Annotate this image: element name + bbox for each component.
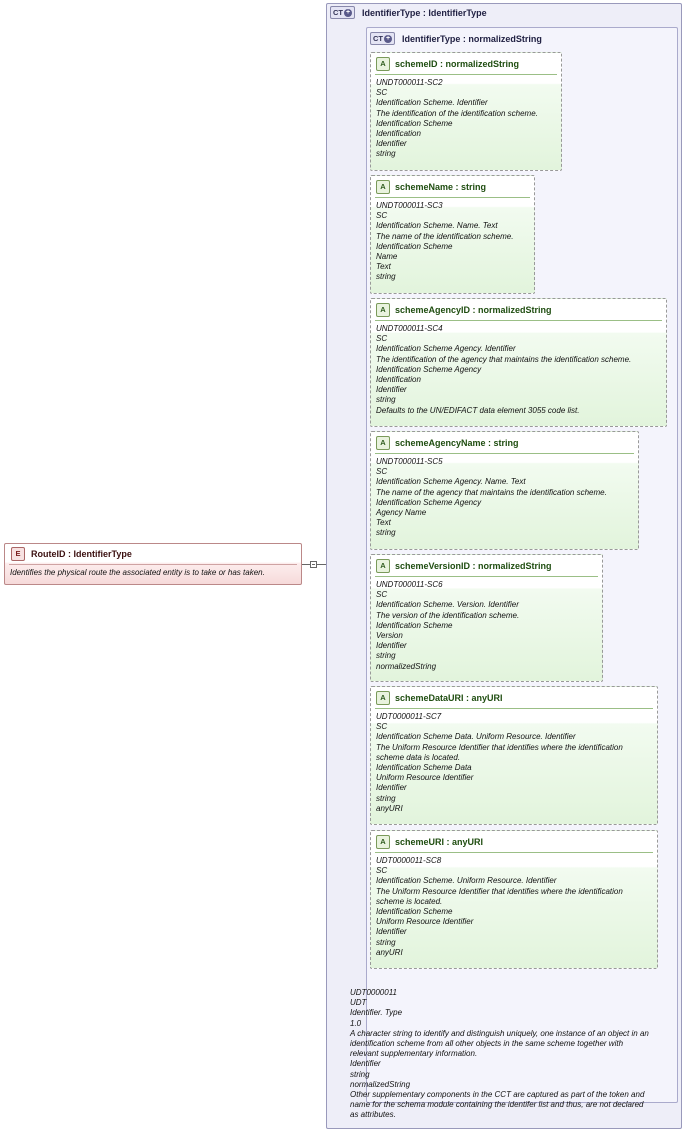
attribute-line: The Uniform Resource Identifier that identifies where the identification scheme is located. [376, 886, 623, 906]
documentation-line: UDT [350, 998, 367, 1008]
attribute-box-schemedatauri[interactable] [370, 686, 658, 825]
attribute-box-schemeid[interactable] [370, 52, 562, 171]
attribute-name: schemeName : string [395, 181, 487, 192]
documentation-line: 1.0 [350, 1018, 362, 1028]
documentation-line: Other supplementary components in the CCT are captured as part of the token and name for the schema module containing the identifer list and thus, are not declared as attributes. [350, 1090, 645, 1120]
attribute-line: The identification of the identification scheme. [376, 108, 538, 118]
complex-type-badge-inner[interactable] [370, 32, 395, 45]
attribute-header [371, 555, 602, 576]
attribute-line: normalizedString [376, 661, 437, 671]
ct-badge-label: CT [333, 8, 343, 17]
connector-expand-box[interactable] [310, 561, 317, 568]
attribute-line: UDT0000011-SC8 [376, 856, 442, 865]
attribute-name: schemeAgencyID : normalizedString [395, 304, 552, 315]
attribute-line: Identification Scheme Agency. Name. Text [376, 477, 526, 487]
attribute-box-schemeagencyid[interactable] [370, 298, 667, 427]
complex-type-title-outer: IdentifierType : IdentifierType [362, 8, 487, 18]
attribute-line: Version [376, 631, 403, 641]
attribute-line: Identification Scheme Agency [376, 497, 482, 507]
attribute-line: Identification Scheme [376, 118, 453, 128]
attribute-line: SC [376, 211, 388, 221]
attribute-line: Identification Scheme [376, 907, 453, 917]
attribute-box-schemeuri[interactable] [370, 830, 658, 969]
attribute-line: UNDT000011-SC6 [376, 580, 443, 589]
attribute-line: UNDT000011-SC5 [376, 457, 443, 466]
attribute-divider [375, 197, 530, 198]
connector-line-left [302, 564, 310, 565]
element-box-routeid[interactable] [4, 543, 302, 585]
attribute-line: The identification of the agency that maintains the identification scheme. [376, 354, 632, 364]
attribute-divider [375, 852, 653, 853]
attribute-header [371, 831, 657, 852]
attribute-line: Identification Scheme. Version. Identifier [376, 600, 519, 610]
attribute-line: Identification Scheme [376, 620, 453, 630]
attribute-line: UNDT000011-SC2 [376, 78, 443, 87]
attribute-line: string [376, 528, 396, 538]
attribute-details [371, 197, 534, 287]
attribute-divider [375, 320, 662, 321]
attribute-name: schemeDataURI : anyURI [395, 692, 503, 703]
attribute-line: anyURI [376, 947, 403, 957]
attribute-name: schemeID : normalizedString [395, 58, 520, 69]
attribute-line: Uniform Resource Identifier [376, 917, 474, 927]
attribute-line: UDT0000011-SC7 [376, 712, 442, 721]
attribute-line: string [376, 937, 396, 947]
attribute-line: Identification Scheme Agency. Identifier [376, 344, 516, 354]
attribute-line: UNDT000011-SC3 [376, 201, 443, 210]
attribute-line: Identifier [376, 783, 407, 793]
expand-icon-inner[interactable]: + [385, 34, 391, 42]
attribute-line: Identification Scheme. Uniform Resource. Identifier [376, 876, 557, 886]
type-documentation [350, 988, 650, 1121]
attribute-line: Identification [376, 129, 421, 139]
attribute-line: string [376, 272, 396, 282]
attribute-line: Identification Scheme Data. Uniform Resource. Identifier [376, 732, 576, 742]
attribute-line: Identifier [376, 927, 407, 937]
element-divider [9, 564, 297, 565]
documentation-line: Identifier [350, 1059, 381, 1069]
attribute-line: The name of the identification scheme. [376, 231, 514, 241]
attribute-badge-icon: A [376, 180, 390, 194]
attribute-header [371, 432, 638, 453]
attribute-line: string [376, 395, 396, 405]
attribute-line: anyURI [376, 803, 403, 813]
documentation-line: Identifier. Type [350, 1008, 403, 1018]
attribute-line: Text [376, 518, 391, 528]
documentation-line: string [350, 1069, 370, 1079]
attribute-line: Identification Scheme. Identifier [376, 98, 488, 108]
attribute-divider [375, 74, 557, 75]
attribute-line: Identification Scheme [376, 241, 453, 251]
attribute-line: string [376, 651, 396, 661]
attribute-line: Defaults to the UN/EDIFACT data element 3055 code list. [376, 405, 580, 415]
attribute-badge-icon: A [376, 57, 390, 71]
element-header [5, 544, 301, 564]
attribute-line: Identification Scheme Data [376, 763, 472, 773]
attribute-box-schemeagencyname[interactable] [370, 431, 639, 550]
ct-badge-label-inner: CT [373, 34, 383, 43]
attribute-line: Name [376, 252, 398, 262]
attribute-box-schemename[interactable] [370, 175, 535, 294]
attribute-badge-icon: A [376, 303, 390, 317]
attribute-box-schemeversionid[interactable] [370, 554, 603, 682]
attribute-line: Identification [376, 375, 421, 385]
attribute-line: Identifier [376, 641, 407, 651]
attribute-details [371, 453, 638, 543]
attribute-header [371, 687, 657, 708]
attribute-header [371, 299, 666, 320]
attribute-line: Uniform Resource Identifier [376, 773, 474, 783]
attribute-divider [375, 576, 598, 577]
element-name: RouteID : IdentifierType [31, 549, 132, 559]
attribute-line: Identifier [376, 385, 407, 395]
documentation-line: UDT0000011 [350, 988, 397, 997]
attribute-line: The version of the identification scheme. [376, 610, 520, 620]
attribute-divider [375, 708, 653, 709]
attribute-line: SC [376, 722, 388, 732]
element-badge-icon: E [11, 547, 25, 561]
attribute-name: schemeAgencyName : string [395, 437, 519, 448]
attribute-line: string [376, 149, 396, 159]
attribute-line: SC [376, 866, 388, 876]
attribute-badge-icon: A [376, 691, 390, 705]
attribute-line: Identifier [376, 139, 407, 149]
complex-type-badge-outer[interactable] [330, 6, 355, 19]
attribute-header [371, 176, 534, 197]
attribute-badge-icon: A [376, 559, 390, 573]
attribute-line: SC [376, 590, 388, 600]
attribute-details [371, 320, 666, 420]
attribute-details [371, 708, 657, 818]
attribute-line: Identification Scheme Agency [376, 364, 482, 374]
complex-type-title-inner: IdentifierType : normalizedString [402, 34, 542, 44]
attribute-line: Text [376, 262, 391, 272]
attribute-line: SC [376, 88, 388, 98]
element-documentation: Identifies the physical route the associated entity is to take or has taken. [10, 568, 265, 577]
attribute-details [371, 852, 657, 962]
expand-icon[interactable]: + [345, 8, 351, 16]
connector-line-right [317, 564, 326, 565]
attribute-line: The Uniform Resource Identifier that identifies where the identification scheme data is located. [376, 742, 623, 762]
attribute-header [371, 53, 561, 74]
attribute-line: Agency Name [376, 508, 427, 518]
documentation-line: normalizedString [350, 1079, 411, 1089]
attribute-line: The name of the agency that maintains the identification scheme. [376, 487, 607, 497]
documentation-line: A character string to identify and distinguish uniquely, one instance of an object in an identification scheme from all other objects in the same scheme together with relevant supplementary information. [350, 1028, 649, 1059]
attribute-badge-icon: A [376, 436, 390, 450]
attribute-details [371, 74, 561, 164]
attribute-name: schemeVersionID : normalizedString [395, 560, 552, 571]
attribute-badge-icon: A [376, 835, 390, 849]
attribute-line: SC [376, 334, 388, 344]
attribute-line: UNDT000011-SC4 [376, 324, 443, 333]
attribute-details [371, 576, 602, 676]
attribute-line: Identification Scheme. Name. Text [376, 221, 498, 231]
attribute-line: SC [376, 467, 388, 477]
attribute-name: schemeURI : anyURI [395, 836, 484, 847]
attribute-divider [375, 453, 634, 454]
attribute-line: string [376, 793, 396, 803]
